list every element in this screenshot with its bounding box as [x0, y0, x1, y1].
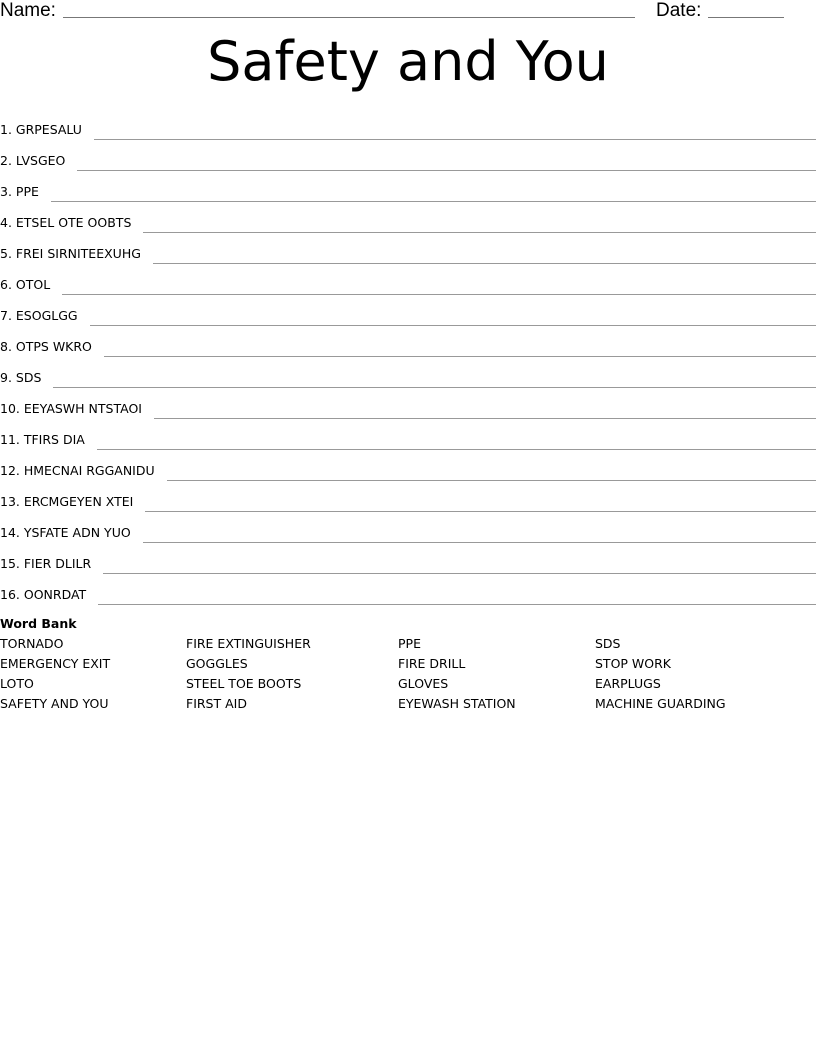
question-row	[0, 358, 816, 389]
question-row	[0, 234, 816, 265]
answer-line[interactable]	[97, 449, 816, 450]
question-row	[0, 482, 816, 513]
question-text: 2. LVSGEO	[0, 153, 66, 168]
answer-line[interactable]	[143, 542, 816, 543]
question-text: 12. HMECNAI RGGANIDU	[0, 463, 155, 478]
answer-line[interactable]	[103, 573, 816, 574]
question-row	[0, 110, 816, 141]
question-text: 13. ERCMGEYEN XTEI	[0, 494, 134, 509]
word-bank-item: STEEL TOE BOOTS	[186, 676, 302, 691]
answer-line[interactable]	[94, 139, 816, 140]
word-bank-item: STOP WORK	[595, 656, 672, 671]
question-text: 4. ETSEL OTE OOBTS	[0, 215, 132, 230]
answer-line[interactable]	[51, 201, 816, 202]
word-bank-item: PPE	[398, 636, 421, 651]
question-text: 7. ESOGLGG	[0, 308, 78, 323]
answer-line[interactable]	[104, 356, 816, 357]
word-bank-item: FIRST AID	[186, 696, 247, 711]
word-bank-grid	[0, 634, 816, 714]
question-row	[0, 172, 816, 203]
question-row	[0, 203, 816, 234]
word-bank-item: EMERGENCY EXIT	[0, 656, 111, 671]
question-text: 10. EEYASWH NTSTAOI	[0, 401, 142, 416]
question-text: 9. SDS	[0, 370, 42, 385]
word-bank-item: EYEWASH STATION	[398, 696, 516, 711]
word-bank-item: LOTO	[0, 676, 34, 691]
question-row	[0, 420, 816, 451]
answer-line[interactable]	[154, 418, 816, 419]
name-label: Name:	[0, 0, 56, 21]
question-text: 3. PPE	[0, 184, 39, 199]
question-row	[0, 296, 816, 327]
question-text: 8. OTPS WKRO	[0, 339, 92, 354]
word-bank-item: MACHINE GUARDING	[595, 696, 726, 711]
word-bank-item: GOGGLES	[186, 656, 248, 671]
answer-line[interactable]	[90, 325, 816, 326]
date-field-line[interactable]	[708, 17, 784, 18]
worksheet-header	[0, 0, 816, 24]
question-row	[0, 513, 816, 544]
page-title: Safety and You	[207, 30, 609, 93]
date-label: Date:	[656, 0, 702, 21]
question-row	[0, 544, 816, 575]
question-text: 6. OTOL	[0, 277, 51, 292]
question-row	[0, 141, 816, 172]
question-text: 14. YSFATE ADN YUO	[0, 525, 131, 540]
question-text: 16. OONRDAT	[0, 587, 87, 602]
word-bank-item: FIRE DRILL	[398, 656, 466, 671]
question-text: 5. FREI SIRNITEEXUHG	[0, 246, 141, 261]
question-row	[0, 451, 816, 482]
question-row	[0, 575, 816, 606]
word-bank-item: TORNADO	[0, 636, 64, 651]
question-list	[0, 110, 816, 606]
answer-line[interactable]	[77, 170, 816, 171]
question-row	[0, 389, 816, 420]
word-bank-item: SDS	[595, 636, 621, 651]
answer-line[interactable]	[153, 263, 816, 264]
answer-line[interactable]	[98, 604, 816, 605]
word-bank-item: EARPLUGS	[595, 676, 661, 691]
question-text: 11. TFIRS DIA	[0, 432, 85, 447]
answer-line[interactable]	[167, 480, 816, 481]
answer-line[interactable]	[143, 232, 816, 233]
answer-line[interactable]	[53, 387, 816, 388]
word-bank-title: Word Bank	[0, 616, 77, 631]
answer-line[interactable]	[62, 294, 816, 295]
question-row	[0, 327, 816, 358]
word-bank-item: FIRE EXTINGUISHER	[186, 636, 311, 651]
name-field-line[interactable]	[63, 17, 635, 18]
word-bank-item: SAFETY AND YOU	[0, 696, 109, 711]
question-text: 1. GRPESALU	[0, 122, 82, 137]
word-bank	[0, 615, 816, 714]
question-text: 15. FIER DLILR	[0, 556, 92, 571]
question-row	[0, 265, 816, 296]
word-bank-item: GLOVES	[398, 676, 449, 691]
answer-line[interactable]	[145, 511, 816, 512]
